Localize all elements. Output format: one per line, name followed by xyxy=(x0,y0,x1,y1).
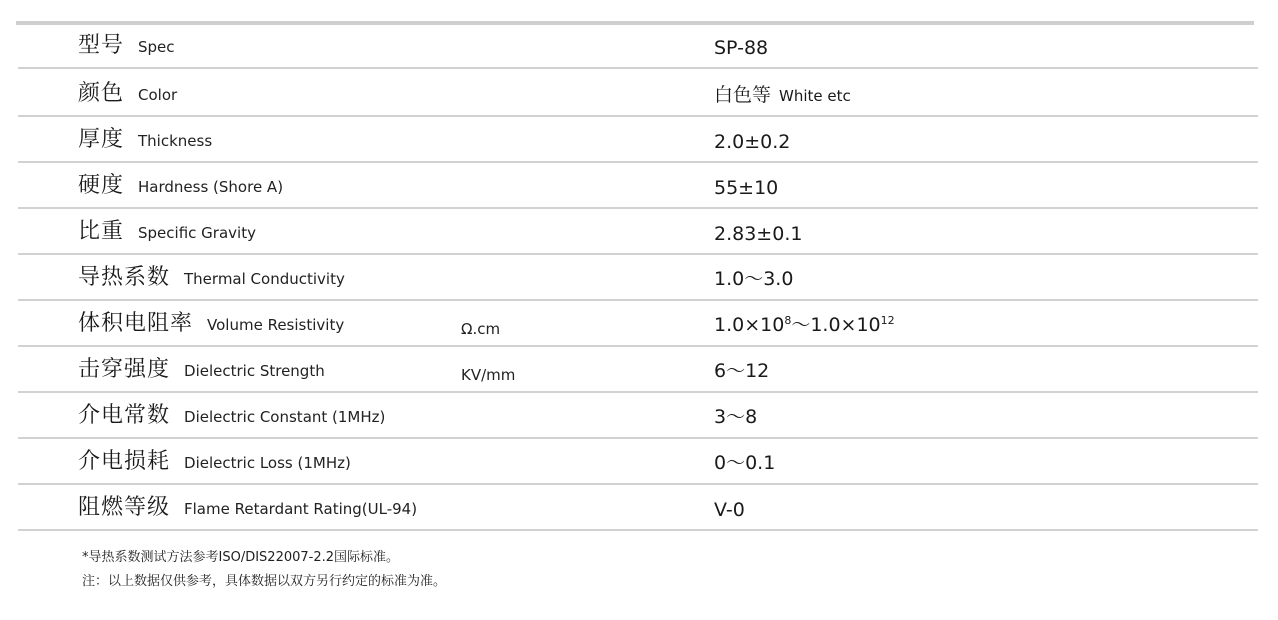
property-name xyxy=(78,306,344,337)
value-en: White etc xyxy=(779,87,851,105)
property-cn: 硬度 xyxy=(78,173,125,198)
spec-row-volume-resistivity xyxy=(18,301,1258,347)
property-value: 55±10 xyxy=(714,177,779,199)
property-value: SP-88 xyxy=(714,37,769,59)
property-name xyxy=(78,214,256,245)
property-value: V-0 xyxy=(714,499,745,521)
property-cn: 导热系数 xyxy=(78,265,171,290)
property-name xyxy=(78,490,417,521)
spec-row-spec xyxy=(18,26,1258,69)
value-exponent-a: 8 xyxy=(784,314,792,327)
property-cn: 阻燃等级 xyxy=(78,495,171,520)
property-unit: Ω.cm xyxy=(461,320,501,338)
property-en: Flame Retardant Rating(UL-94) xyxy=(184,500,418,518)
value-base-a: 1.0×10 xyxy=(714,314,785,336)
property-cn: 介电常数 xyxy=(78,403,171,428)
footnotes xyxy=(82,546,446,594)
property-cn: 击穿强度 xyxy=(78,357,171,382)
property-en: Thermal Conductivity xyxy=(184,270,345,288)
value-base-b: ～1.0×10 xyxy=(791,314,881,336)
footnote-test-method: *导热系数测试方法参考ISO/DIS22007-2.2国际标准。 xyxy=(82,550,400,565)
property-value: 2.0±0.2 xyxy=(714,131,791,153)
property-name xyxy=(78,398,385,429)
spec-row-color xyxy=(18,69,1258,117)
property-en: Volume Resistivity xyxy=(207,316,345,334)
value-cn: 白色等 xyxy=(714,84,772,106)
property-value: 2.83±0.1 xyxy=(714,223,803,245)
top-divider xyxy=(16,21,1254,25)
property-cn: 型号 xyxy=(78,33,125,58)
property-name xyxy=(78,28,175,59)
property-name xyxy=(78,122,212,153)
value-exponent-b: 12 xyxy=(880,314,895,327)
property-name xyxy=(78,260,345,291)
property-en: Color xyxy=(138,86,178,104)
spec-row-dielectric-constant xyxy=(18,393,1258,439)
property-en: Spec xyxy=(138,38,175,56)
property-value: 0～0.1 xyxy=(714,452,776,474)
spec-row-specific-gravity xyxy=(18,209,1258,255)
property-cn: 介电损耗 xyxy=(78,449,171,474)
property-value: 6～12 xyxy=(714,360,770,382)
spec-row-dielectric-loss xyxy=(18,439,1258,485)
property-cn: 颜色 xyxy=(78,81,125,106)
property-value xyxy=(714,80,851,107)
property-cn: 厚度 xyxy=(78,127,125,152)
spec-row-flame-rating xyxy=(18,485,1258,531)
property-cn: 比重 xyxy=(78,219,125,244)
property-en: Dielectric Strength xyxy=(184,362,325,380)
property-name xyxy=(78,168,283,199)
spec-table xyxy=(18,26,1258,531)
property-name xyxy=(78,76,177,107)
property-unit: KV/mm xyxy=(461,366,516,384)
property-en: Thickness xyxy=(138,132,213,150)
property-name xyxy=(78,352,325,383)
spec-row-thickness xyxy=(18,117,1258,163)
property-en: Specific Gravity xyxy=(138,224,256,242)
property-en: Dielectric Constant (1MHz) xyxy=(184,408,386,426)
property-name xyxy=(78,444,351,475)
spec-row-hardness xyxy=(18,163,1258,209)
property-en: Hardness (Shore A) xyxy=(138,178,284,196)
property-value: 3～8 xyxy=(714,406,758,428)
property-en: Dielectric Loss (1MHz) xyxy=(184,454,351,472)
spec-row-thermal-conductivity xyxy=(18,255,1258,301)
property-cn: 体积电阻率 xyxy=(78,311,194,336)
property-value xyxy=(714,310,895,337)
property-value: 1.0～3.0 xyxy=(714,268,794,290)
spec-row-dielectric-strength xyxy=(18,347,1258,393)
footnote-disclaimer: 注：以上数据仅供参考，具体数据以双方另行约定的标准为准。 xyxy=(82,574,447,589)
